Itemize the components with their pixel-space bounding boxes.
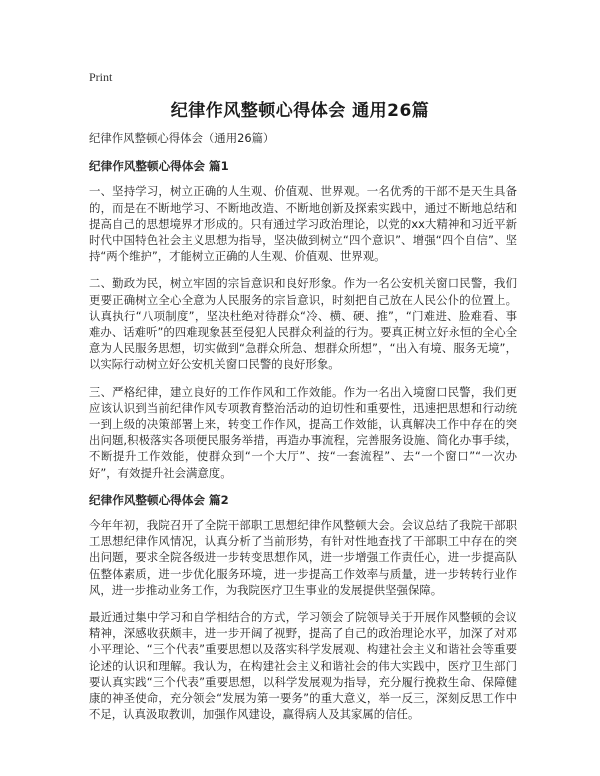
section-heading-2: 纪律作风整顿心得体会 篇2 bbox=[89, 492, 229, 507]
section-heading-1: 纪律作风整顿心得体会 篇1 bbox=[89, 159, 229, 174]
paragraph: 三、严格纪律，建立良好的工作作风和工作效能。作为一名出入境窗口民警，我们更应该认识到当前纪律作风专项教育整治活动的迫切性和重要性，迅速把思想和行动统一到上级的决策部署上来，转变工作作风，提高工作效能，认真解决工作中存在的突出问题,积极落实各项便民服务举措，再造办事流程，完善服务设施、简化办事手续，不断提升工作效能，使群众到“一个大厅”、按“一套流程”、去“一个窗口”“一次办好”，有效提升社会满意度。 bbox=[89, 384, 517, 480]
paragraph: 一、坚持学习，树立正确的人生观、价值观、世界观。一名优秀的干部不是天生具备的，而是在不断地学习、不断地改造、不断地创新及探索实践中，通过不断地总结和提高自己的思想境界才形成的。只有通过学习政治理论，以党的xx大精神和习近平新时代中国特色社会主义思想为指导，坚决做到树立“四个意识”、增强“四个自信”、坚持“两个维护”，才能树立正确的人生观、价值观、世界观。 bbox=[89, 184, 517, 264]
document-body bbox=[89, 130, 517, 734]
document-title: 纪律作风整顿心得体会 通用26篇 bbox=[170, 101, 430, 121]
paragraph: 二、勤政为民，树立牢固的宗旨意识和良好形象。作为一名公安机关窗口民警，我们更要正确树立全心全意为人民服务的宗旨意识，时刻把自己放在人民公仆的位置上。认真执行“八项制度”，坚决杜绝对待群众“冷、横、硬、推”，“门难进、脸难看、事难办、话难听”的四难现象甚至侵犯人民群众利益的行为。要真正树立好永恒的全心全意为人民服务思想，切实做到“急群众所急、想群众所想”，“出入有境、服务无境”，以实际行动树立好公安机关窗口民警的良好形象。 bbox=[89, 276, 517, 372]
paragraph: 今年年初，我院召开了全院干部职工思想纪律作风整顿大会。会议总结了我院干部职工思想纪律作风情况，认真分析了当前形势，有针对性地查找了干部职工中存在的突出问题，要求全院各级进一步转变思想作风，进一步增强工作责任心，进一步提高队伍整体素质，进一步优化服务环境，进一步提高工作效率与质量，进一步转转行业作风，进一步推动业务工作，为我院医疗卫生事业的发展提供坚强保障。 bbox=[89, 518, 517, 597]
print-link[interactable]: Print bbox=[89, 70, 113, 84]
paragraph: 最近通过集中学习和自学相结合的方式，学习领会了院领导关于开展作风整顿的会议精神，深感收获颇丰，进一步开阔了视野，提高了自己的政治理论水平，加深了对邓小平理论、“三个代表”重要思想以及落实科学发展观、构建社会主义和谐社会等重要论述的认识和理解。我认为，在构建社会主义和谐社会的伟大实践中，医疗卫生部门要认真实践“三个代表”重要思想，以科学发展观为指导，充分履行挽救生命、保障健康的神圣使命，充分领会“发展为第一要务”的重大意义，举一反三，深刻反思工作中不足，认真汲取教训，加强作风建设，赢得病人及其家属的信任。 bbox=[89, 610, 517, 722]
document-subtitle: 纪律作风整顿心得体会（通用26篇） bbox=[89, 131, 275, 145]
